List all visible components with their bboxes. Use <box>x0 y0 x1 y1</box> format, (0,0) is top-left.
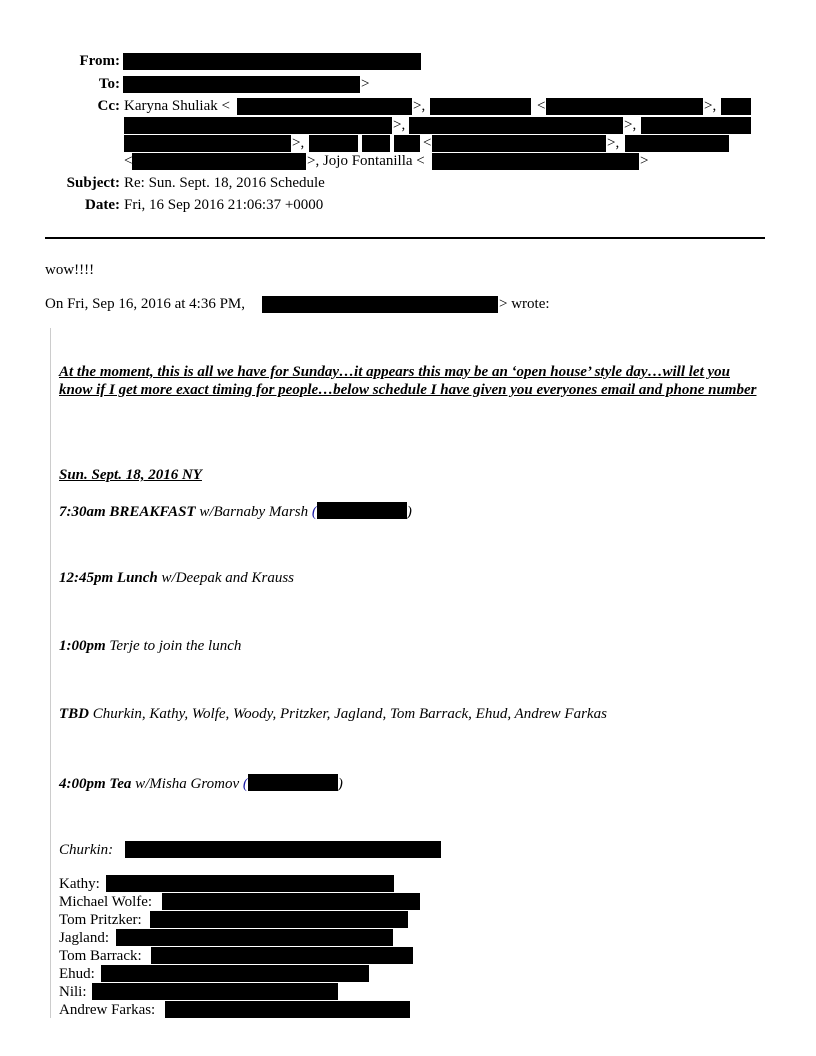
redacted-sender <box>262 296 498 313</box>
schedule-item-lunch <box>59 570 294 587</box>
contact-label: Andrew Farkas: <box>59 1002 156 1018</box>
paren-close: ) <box>337 776 343 792</box>
redacted-contact <box>165 1001 410 1018</box>
redacted-cc-2 <box>430 98 531 115</box>
contact-label: Kathy: <box>59 876 100 892</box>
subject-value: Re: Sun. Sept. 18, 2016 Schedule <box>124 175 325 191</box>
redacted-to <box>123 76 360 93</box>
redacted-contact <box>106 875 394 892</box>
redacted-phone <box>248 774 338 791</box>
item-text: Terje to join the lunch <box>105 638 242 654</box>
cc-label: Cc: <box>97 98 120 114</box>
redacted-cc-7 <box>641 117 751 134</box>
reply-text: wow!!!! <box>45 262 95 278</box>
contact-label: Ehud: <box>59 966 95 982</box>
date-value: Fri, 16 Sep 2016 21:06:37 +0000 <box>124 197 324 213</box>
redacted-cc-5 <box>124 117 392 134</box>
redacted-contact <box>125 841 441 858</box>
cc-sep: >, <box>292 135 305 151</box>
redacted-contact <box>101 965 369 982</box>
cc-name-jojo: >, Jojo Fontanilla < <box>307 153 425 169</box>
redacted-contact <box>162 893 420 910</box>
redacted-contact <box>150 911 408 928</box>
contact-label: Tom Pritzker: <box>59 912 142 928</box>
redacted-cc-11 <box>394 135 420 152</box>
schedule-item-tbd <box>59 706 607 723</box>
from-label: From: <box>79 53 120 69</box>
cc-sep: < <box>124 153 133 169</box>
date-heading: Sun. Sept. 18, 2016 NY <box>59 467 202 483</box>
cc-name-karyna: Karyna Shuliak < <box>124 98 230 114</box>
item-text: w/Misha Gromov <box>131 776 243 792</box>
redacted-contact <box>151 947 413 964</box>
cc-sep: >, <box>393 117 406 133</box>
cc-sep: >, <box>704 98 717 114</box>
schedule-item-breakfast <box>59 502 412 521</box>
to-suffix: > <box>361 76 370 92</box>
redacted-cc-3 <box>546 98 703 115</box>
date-label: Date: <box>85 197 120 213</box>
redacted-cc-8 <box>124 135 291 152</box>
contact-label: Jagland: <box>59 930 109 946</box>
quote-bar <box>50 328 51 1018</box>
paren-open: ( <box>242 776 248 792</box>
cc-sep: >, <box>624 117 637 133</box>
item-time: 4:00pm Tea <box>59 776 132 792</box>
subject-label: Subject: <box>66 175 120 191</box>
item-text: w/Barnaby Marsh <box>195 504 312 520</box>
to-label: To: <box>98 76 120 92</box>
attribution-prefix: On Fri, Sep 16, 2016 at 4:36 PM, <box>45 296 246 312</box>
redacted-cc-4 <box>721 98 751 115</box>
redacted-cc-15 <box>432 153 639 170</box>
cc-sep: >, <box>607 135 620 151</box>
redacted-cc-6 <box>409 117 623 134</box>
contact-label: Tom Barrack: <box>59 948 142 964</box>
item-time: 1:00pm <box>59 638 106 654</box>
redacted-cc-1 <box>237 98 412 115</box>
redacted-contact <box>92 983 338 1000</box>
cc-sep: < <box>423 135 432 151</box>
cc-sep: > <box>640 153 649 169</box>
header-divider <box>45 237 765 239</box>
schedule-item-tea <box>59 774 343 793</box>
contact-label: Michael Wolfe: <box>59 894 153 910</box>
redacted-contact <box>116 929 393 946</box>
paren-close: ) <box>406 504 412 520</box>
redacted-cc-13 <box>625 135 729 152</box>
item-text: Churkin, Kathy, Wolfe, Woody, Pritzker, Jagland, Tom Barrack, Ehud, Andrew Farkas <box>89 706 607 722</box>
redacted-cc-12 <box>432 135 606 152</box>
item-time: TBD <box>59 706 89 722</box>
cc-sep: < <box>537 98 546 114</box>
item-time: 12:45pm Lunch <box>59 570 158 586</box>
paren-open: ( <box>311 504 317 520</box>
redacted-cc-14 <box>132 153 306 170</box>
schedule-item-terje <box>59 638 241 655</box>
redacted-cc-9 <box>309 135 358 152</box>
contact-label: Nili: <box>59 984 87 1000</box>
item-time: 7:30am BREAKFAST <box>59 504 196 520</box>
intro-paragraph: At the moment, this is all we have for Sunday…it appears this may be an ‘open house’ style day…will let you know if I get more exact timing for people…below schedule I have given you everyones email and phone number <box>59 364 757 398</box>
redacted-phone <box>317 502 407 519</box>
cc-sep: >, <box>413 98 426 114</box>
contact-label-churkin: Churkin: <box>59 842 114 858</box>
redacted-from <box>123 53 421 70</box>
attribution-suffix: > wrote: <box>499 296 550 312</box>
item-text: w/Deepak and Krauss <box>157 570 295 586</box>
redacted-cc-10 <box>362 135 390 152</box>
